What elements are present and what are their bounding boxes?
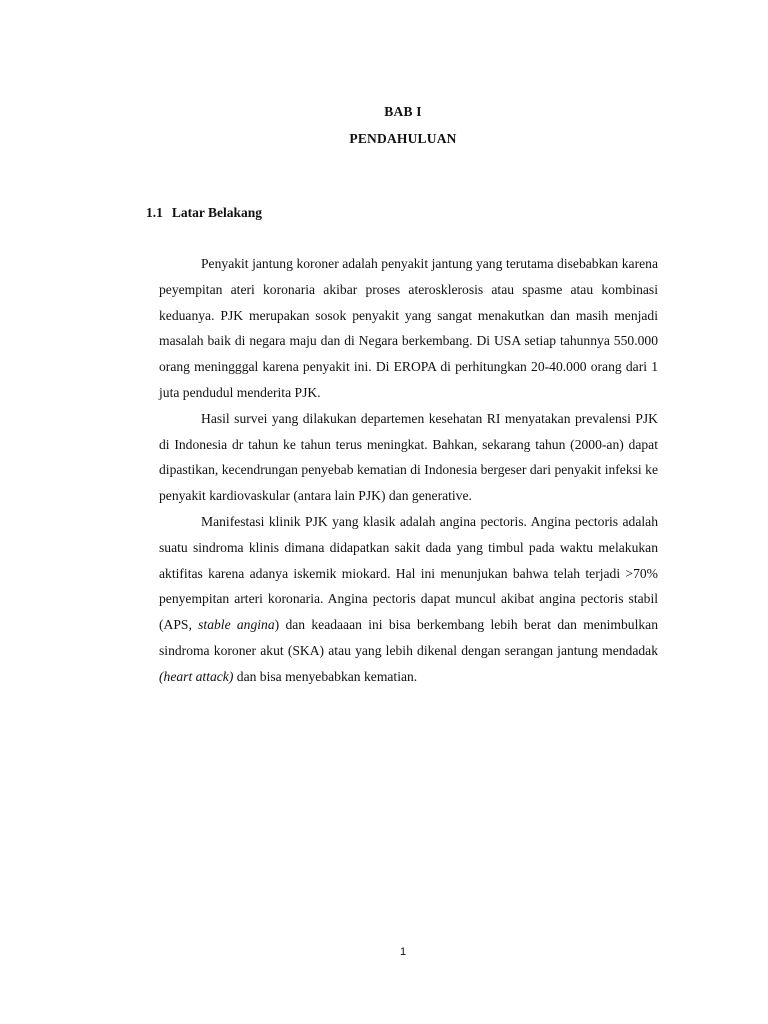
paragraph-3-text-b: ) dan keadaaan ini bisa berkembang lebih berat dan menimbulkan sindroma koroner akut (SKA) atau yang lebih dikenal dengan serangan jantung mendadak: [159, 617, 658, 658]
chapter-label: BAB I: [384, 104, 422, 119]
section-title: Latar Belakang: [171, 205, 263, 220]
paragraph-2: Hasil survei yang dilakukan departemen kesehatan RI menyatakan prevalensi PJK di Indonesia dr tahun ke tahun terus meningkat. Bahkan, sekarang tahun (2000-an) dapat dipastikan, kecendrungan penyebab kematian di Indonesia bergeser dari penyakit infeksi ke penyakit kardiovaskular (antara lain PJK) dan generative.: [159, 410, 658, 504]
section-heading: [146, 205, 262, 221]
chapter-title: PENDAHULUAN: [349, 131, 457, 146]
body-text: [159, 251, 658, 690]
paragraph-3-text-a: Manifestasi klinik PJK yang klasik adalah angina pectoris. Angina pectoris adalah suatu sindroma klinis dimana didapatkan sakit dada yang timbul pada waktu melakukan aktifitas karena adanya iskemik miokard. Hal ini menunjukan bahwa telah terjadi >70% penyempitan arteri koronaria. Angina pectoris dapat muncul akibat angina pectoris stabil (APS,: [159, 513, 658, 633]
paragraph-1: Penyakit jantung koroner adalah penyakit jantung yang terutama disebabkan karena peyempitan ateri koronaria akibar proses aterosklerosis atau spasme atau kombinasi keduanya. PJK merupakan sosok penyakit yang sangat menakutkan dan masih menjadi masalah baik di negara maju dan di Negara berkembang. Di USA setiap tahunnya 550.000 orang meningggal karena penyakit ini. Di EROPA di perhitungkan 20-40.000 orang dari 1 juta pendudul menderita PJK.: [159, 256, 658, 400]
paragraph-3: [159, 509, 658, 690]
page-number: 1: [399, 946, 407, 958]
paragraph-3-italic-stable-angina: stable angina: [198, 617, 275, 633]
section-number: 1.1: [146, 205, 163, 220]
paragraph-3-text-c: dan bisa menyebabkan kematian.: [233, 668, 418, 684]
paragraph-3-italic-heart-attack: (heart attack): [159, 668, 234, 684]
